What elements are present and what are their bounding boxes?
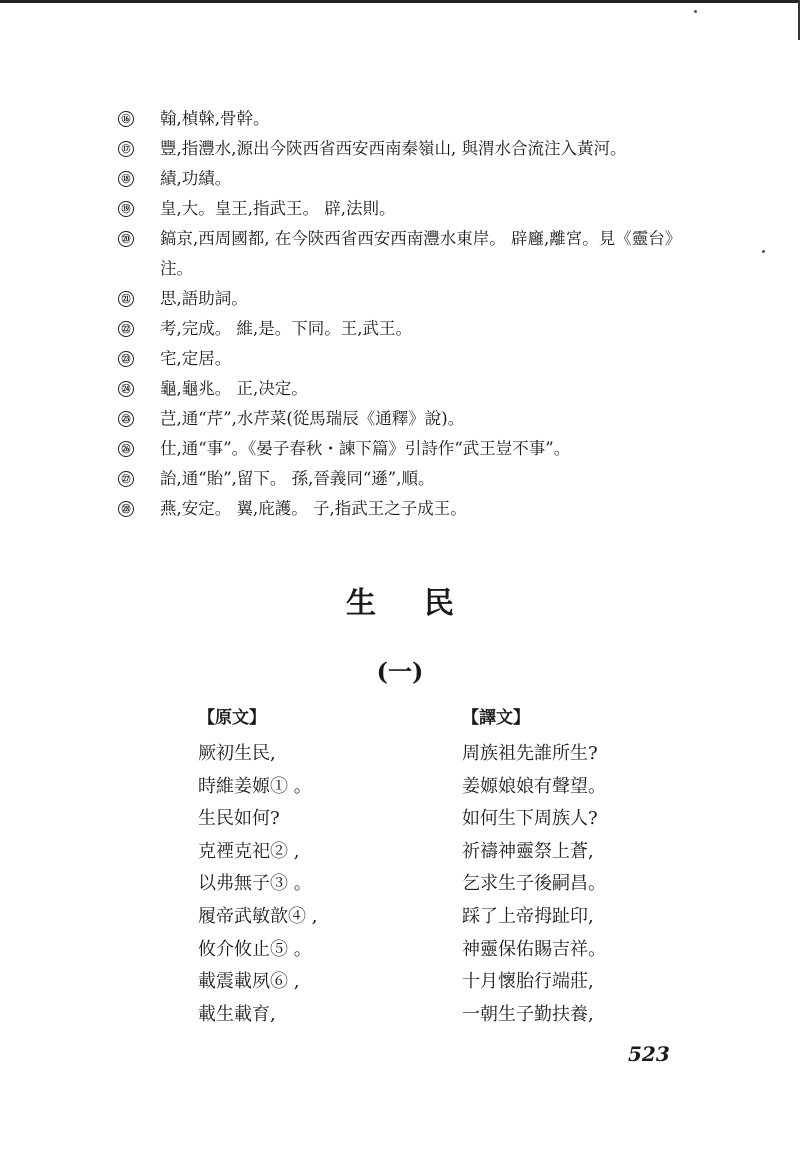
page-number: 523 bbox=[628, 1042, 670, 1066]
footnote-number: ⑲ bbox=[118, 201, 134, 217]
footnote-text: 豐,指灃水,源出今陝西省西安西南秦嶺山, 與渭水合流注入黃河。 bbox=[160, 139, 627, 158]
footnote-item bbox=[118, 224, 678, 284]
original-heading: 【原文】 bbox=[198, 708, 266, 728]
footnotes bbox=[118, 104, 678, 524]
original-text-column bbox=[198, 706, 317, 1031]
footnote-item bbox=[118, 284, 678, 314]
scan-speck bbox=[694, 10, 697, 13]
footnote-number: ⑯ bbox=[118, 111, 134, 127]
footnote-text: 皇,大。皇王,指武王。 辟,法則。 bbox=[160, 199, 396, 218]
footnote-item bbox=[118, 344, 678, 374]
section-subtitle: (一) bbox=[376, 657, 424, 686]
footnote-item bbox=[118, 464, 678, 494]
footnote-text: 思,語助詞。 bbox=[160, 289, 248, 308]
footnote-number: ⑳ bbox=[118, 231, 134, 247]
scan-top-edge bbox=[0, 0, 800, 3]
translation-line: 祈禱神靈祭上蒼, bbox=[462, 840, 594, 862]
translation-line: 如何生下周族人? bbox=[462, 808, 598, 830]
original-line: 生民如何? bbox=[198, 808, 280, 830]
original-line: 載生載育, bbox=[198, 1003, 276, 1025]
footnote-item bbox=[118, 104, 678, 134]
translation-column bbox=[462, 706, 606, 1031]
original-lines bbox=[198, 738, 317, 1031]
footnote-text: 績,功績。 bbox=[160, 169, 232, 188]
footnote-number: ㉕ bbox=[118, 411, 134, 427]
translation-line: 姜嫄娘娘有聲望。 bbox=[462, 775, 606, 797]
scan-speck bbox=[762, 250, 765, 253]
footnote-item bbox=[118, 134, 678, 164]
footnote-text: 燕,安定。 翼,庇護。 子,指武王之子成王。 bbox=[160, 499, 467, 518]
footnote-text: 芑,通“芹”,水芹菜(從馬瑞辰《通釋》說)。 bbox=[160, 409, 465, 428]
footnote-text: 宅,定居。 bbox=[160, 349, 232, 368]
footnote-number: ㉔ bbox=[118, 381, 134, 397]
footnote-number: ⑰ bbox=[118, 141, 134, 157]
original-line: 時維姜嫄① 。 bbox=[198, 775, 312, 797]
footnote-item bbox=[118, 194, 678, 224]
footnote-item bbox=[118, 374, 678, 404]
footnote-item bbox=[118, 494, 678, 524]
footnote-number: ㉖ bbox=[118, 441, 134, 457]
original-line: 攸介攸止⑤ 。 bbox=[198, 938, 312, 960]
translation-line: 神靈保佑賜吉祥。 bbox=[462, 938, 606, 960]
footnote-text: 翰,楨榦,骨幹。 bbox=[160, 109, 270, 128]
footnote-number: ㉒ bbox=[118, 321, 134, 337]
footnote-item bbox=[118, 164, 678, 194]
footnote-number: ㉑ bbox=[118, 291, 134, 307]
footnote-item bbox=[118, 314, 678, 344]
translation-heading: 【譯文】 bbox=[462, 708, 530, 728]
translation-line: 十月懷胎行端莊, bbox=[462, 971, 594, 993]
original-line: 以弗無子③ 。 bbox=[198, 873, 312, 895]
footnote-text: 詒,通“貽”,留下。 孫,晉義同“遜”,順。 bbox=[160, 469, 435, 488]
footnote-number: ⑱ bbox=[118, 171, 134, 187]
translation-lines bbox=[462, 738, 606, 1031]
translation-line: 踩了上帝拇趾印, bbox=[462, 905, 594, 927]
translation-line: 一朝生子勤扶養, bbox=[462, 1003, 594, 1025]
original-line: 履帝武敏歆④ , bbox=[198, 905, 318, 927]
footnote-item bbox=[118, 404, 678, 434]
footnote-text: 仕,通“事”。《晏子春秋・諫下篇》引詩作“武王豈不事”。 bbox=[160, 439, 571, 458]
original-line: 克禋克祀② , bbox=[198, 840, 300, 862]
page-title: 生民 bbox=[346, 586, 502, 621]
translation-line: 周族祖先誰所生? bbox=[462, 743, 598, 764]
original-line: 厥初生民, bbox=[198, 743, 276, 764]
footnote-text: 龜,龜兆。 正,决定。 bbox=[160, 379, 308, 398]
footnote-item bbox=[118, 434, 678, 464]
footnote-number: ㉘ bbox=[118, 501, 134, 517]
original-line: 載震載夙⑥ , bbox=[198, 971, 300, 993]
footnote-text: 考,完成。 維,是。下同。王,武王。 bbox=[160, 319, 412, 338]
translation-line: 乞求生子後嗣昌。 bbox=[462, 873, 606, 895]
footnote-number: ㉗ bbox=[118, 471, 134, 487]
footnote-text: 鎬京,西周國都, 在今陝西省西安西南灃水東岸。 辟廱,離宮。見《靈台》注。 bbox=[160, 229, 673, 278]
footnote-number: ㉓ bbox=[118, 351, 134, 367]
